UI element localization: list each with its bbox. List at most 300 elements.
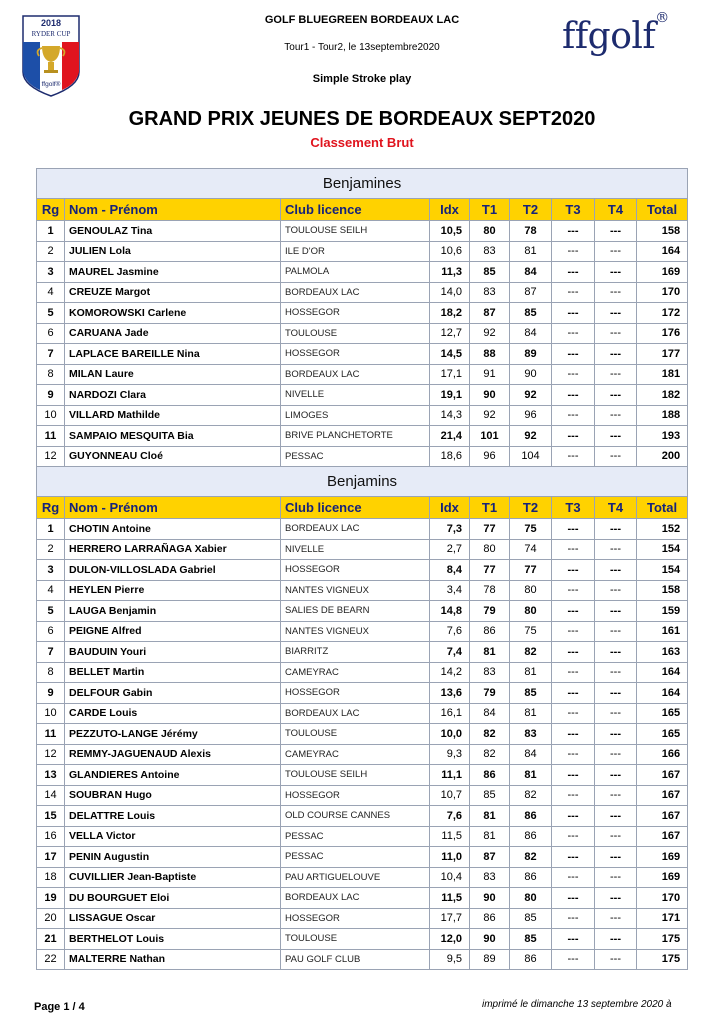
table-row — [37, 867, 688, 888]
cell-rg: 21 — [37, 929, 65, 950]
cell-t3: --- — [552, 703, 595, 724]
table-row — [37, 744, 688, 765]
cell-total: 170 — [637, 888, 688, 909]
cell-name: CARDE Louis — [65, 703, 281, 724]
cell-t3: --- — [552, 426, 595, 447]
cell-total: 167 — [637, 826, 688, 847]
cell-t2: 80 — [510, 888, 552, 909]
ffgolf-wordmark: ffgolf — [562, 16, 656, 57]
cell-t2: 74 — [510, 539, 552, 560]
cell-idx: 18,6 — [430, 446, 470, 467]
table-row — [37, 724, 688, 745]
cell-t3: --- — [552, 908, 595, 929]
cell-idx: 7,6 — [430, 806, 470, 827]
cell-club: PESSAC — [281, 446, 430, 467]
cell-total: 188 — [637, 405, 688, 426]
table-row — [37, 765, 688, 786]
cell-name: CHOTIN Antoine — [65, 519, 281, 540]
cell-t3: --- — [552, 241, 595, 262]
cell-rg: 8 — [37, 662, 65, 683]
cell-club: PESSAC — [281, 847, 430, 868]
table-row — [37, 282, 688, 303]
cell-club: PAU GOLF CLUB — [281, 949, 430, 970]
cell-t4: --- — [595, 560, 637, 581]
cell-t2: 81 — [510, 703, 552, 724]
cell-t4: --- — [595, 621, 637, 642]
cell-t2: 75 — [510, 621, 552, 642]
column-header-idx: Idx — [430, 199, 470, 221]
page-number: Page 1 / 4 — [34, 1001, 85, 1013]
cell-t1: 91 — [470, 364, 510, 385]
logo-org: ffgolf® — [41, 81, 61, 88]
cell-t3: --- — [552, 560, 595, 581]
cell-t4: --- — [595, 519, 637, 540]
cell-t4: --- — [595, 405, 637, 426]
cell-total: 165 — [637, 724, 688, 745]
cell-t3: --- — [552, 683, 595, 704]
page-subtitle: Classement Brut — [310, 135, 414, 150]
cell-rg: 5 — [37, 303, 65, 324]
table-row — [37, 446, 688, 467]
cell-t1: 81 — [470, 826, 510, 847]
cell-rg: 7 — [37, 642, 65, 663]
cell-t3: --- — [552, 539, 595, 560]
cell-t2: 80 — [510, 580, 552, 601]
cell-total: 166 — [637, 744, 688, 765]
cell-t2: 81 — [510, 765, 552, 786]
cell-t2: 85 — [510, 929, 552, 950]
cell-total: 167 — [637, 765, 688, 786]
cell-t1: 85 — [470, 262, 510, 283]
cell-rg: 4 — [37, 580, 65, 601]
column-header-club: Club licence — [281, 199, 430, 221]
cell-t2: 85 — [510, 683, 552, 704]
cell-club: LIMOGES — [281, 405, 430, 426]
cell-t2: 92 — [510, 426, 552, 447]
column-header-row — [37, 199, 688, 221]
cell-t1: 92 — [470, 323, 510, 344]
table-row — [37, 241, 688, 262]
cell-club: HOSSEGOR — [281, 344, 430, 365]
cell-t2: 75 — [510, 519, 552, 540]
cell-t3: --- — [552, 744, 595, 765]
cell-idx: 11,5 — [430, 826, 470, 847]
cell-t3: --- — [552, 888, 595, 909]
cell-club: NIVELLE — [281, 539, 430, 560]
cell-idx: 17,1 — [430, 364, 470, 385]
cell-total: 182 — [637, 385, 688, 406]
column-header-row — [37, 497, 688, 519]
cell-t2: 82 — [510, 847, 552, 868]
cell-name: HEYLEN Pierre — [65, 580, 281, 601]
cell-t2: 86 — [510, 806, 552, 827]
cell-club: HOSSEGOR — [281, 908, 430, 929]
cell-t3: --- — [552, 519, 595, 540]
cell-idx: 14,0 — [430, 282, 470, 303]
cell-t4: --- — [595, 683, 637, 704]
cell-rg: 1 — [37, 519, 65, 540]
table-row — [37, 323, 688, 344]
cell-idx: 11,1 — [430, 765, 470, 786]
cell-name: BERTHELOT Louis — [65, 929, 281, 950]
cell-name: DELATTRE Louis — [65, 806, 281, 827]
cell-name: CUVILLIER Jean-Baptiste — [65, 867, 281, 888]
cell-total: 170 — [637, 282, 688, 303]
column-header-club: Club licence — [281, 497, 430, 519]
cell-idx: 14,8 — [430, 601, 470, 622]
table-row — [37, 221, 688, 242]
cell-name: MALTERRE Nathan — [65, 949, 281, 970]
cell-club: BORDEAUX LAC — [281, 703, 430, 724]
cell-t4: --- — [595, 744, 637, 765]
logo-year: 2018 — [40, 18, 62, 28]
cell-club: BIARRITZ — [281, 642, 430, 663]
cell-rg: 9 — [37, 683, 65, 704]
table-row — [37, 908, 688, 929]
cell-name: MAUREL Jasmine — [65, 262, 281, 283]
cell-name: PENIN Augustin — [65, 847, 281, 868]
cell-rg: 17 — [37, 847, 65, 868]
cell-t1: 81 — [470, 806, 510, 827]
cell-idx: 7,6 — [430, 621, 470, 642]
cell-name: PEZZUTO-LANGE Jérémy — [65, 724, 281, 745]
cell-t1: 89 — [470, 949, 510, 970]
cell-rg: 8 — [37, 364, 65, 385]
cell-name: HERRERO LARRAÑAGA Xabier — [65, 539, 281, 560]
cell-name: PEIGNE Alfred — [65, 621, 281, 642]
cell-t2: 104 — [510, 446, 552, 467]
cell-t1: 101 — [470, 426, 510, 447]
cell-name: MILAN Laure — [65, 364, 281, 385]
cell-t4: --- — [595, 785, 637, 806]
cell-rg: 11 — [37, 724, 65, 745]
cell-idx: 7,4 — [430, 642, 470, 663]
cell-t4: --- — [595, 539, 637, 560]
cell-t3: --- — [552, 446, 595, 467]
cell-total: 193 — [637, 426, 688, 447]
cell-t3: --- — [552, 724, 595, 745]
cell-name: CARUANA Jade — [65, 323, 281, 344]
cell-t2: 85 — [510, 303, 552, 324]
cell-t4: --- — [595, 908, 637, 929]
cell-name: LAPLACE BAREILLE Nina — [65, 344, 281, 365]
cell-idx: 14,5 — [430, 344, 470, 365]
cell-total: 158 — [637, 580, 688, 601]
cell-rg: 16 — [37, 826, 65, 847]
column-header-total: Total — [637, 199, 688, 221]
column-header-total: Total — [637, 497, 688, 519]
cell-t2: 82 — [510, 785, 552, 806]
cell-t1: 92 — [470, 405, 510, 426]
cell-rg: 4 — [37, 282, 65, 303]
cell-rg: 6 — [37, 323, 65, 344]
cell-idx: 10,0 — [430, 724, 470, 745]
cell-name: REMMY-JAGUENAUD Alexis — [65, 744, 281, 765]
cell-t4: --- — [595, 703, 637, 724]
cell-total: 161 — [637, 621, 688, 642]
table-row — [37, 929, 688, 950]
table-row — [37, 806, 688, 827]
cell-rg: 18 — [37, 867, 65, 888]
cell-total: 167 — [637, 806, 688, 827]
column-header-idx: Idx — [430, 497, 470, 519]
column-header-t3: T3 — [552, 497, 595, 519]
cell-club: PAU ARTIGUELOUVE — [281, 867, 430, 888]
cell-t4: --- — [595, 806, 637, 827]
cell-t3: --- — [552, 867, 595, 888]
game-format: Simple Stroke play — [312, 73, 412, 85]
cell-idx: 12,7 — [430, 323, 470, 344]
table-row — [37, 847, 688, 868]
cell-name: SOUBRAN Hugo — [65, 785, 281, 806]
cell-club: HOSSEGOR — [281, 785, 430, 806]
cell-total: 175 — [637, 949, 688, 970]
cell-t2: 77 — [510, 560, 552, 581]
cell-t2: 78 — [510, 221, 552, 242]
cell-idx: 13,6 — [430, 683, 470, 704]
cell-t2: 86 — [510, 867, 552, 888]
cell-t2: 86 — [510, 826, 552, 847]
cell-t4: --- — [595, 303, 637, 324]
cell-rg: 5 — [37, 601, 65, 622]
cell-t2: 81 — [510, 662, 552, 683]
section-header — [37, 169, 688, 199]
cell-idx: 14,2 — [430, 662, 470, 683]
column-header-t3: T3 — [552, 199, 595, 221]
cell-t4: --- — [595, 385, 637, 406]
cell-t3: --- — [552, 262, 595, 283]
table-row — [37, 364, 688, 385]
cell-t1: 80 — [470, 539, 510, 560]
cell-t3: --- — [552, 323, 595, 344]
cell-club: BORDEAUX LAC — [281, 364, 430, 385]
column-header-t2: T2 — [510, 199, 552, 221]
cell-t1: 83 — [470, 282, 510, 303]
cell-t1: 90 — [470, 385, 510, 406]
cell-t4: --- — [595, 888, 637, 909]
cell-t4: --- — [595, 426, 637, 447]
cell-t3: --- — [552, 949, 595, 970]
cell-total: 175 — [637, 929, 688, 950]
cell-rg: 11 — [37, 426, 65, 447]
cell-rg: 6 — [37, 621, 65, 642]
cell-rg: 19 — [37, 888, 65, 909]
cell-idx: 16,1 — [430, 703, 470, 724]
cell-rg: 13 — [37, 765, 65, 786]
cell-name: BELLET Martin — [65, 662, 281, 683]
cell-t2: 84 — [510, 744, 552, 765]
cell-club: TOULOUSE SEILH — [281, 765, 430, 786]
cell-t2: 92 — [510, 385, 552, 406]
column-header-t4: T4 — [595, 497, 637, 519]
cell-total: 177 — [637, 344, 688, 365]
cell-t3: --- — [552, 282, 595, 303]
cell-t4: --- — [595, 724, 637, 745]
cell-club: PALMOLA — [281, 262, 430, 283]
cell-club: PESSAC — [281, 826, 430, 847]
cell-t1: 86 — [470, 621, 510, 642]
cell-club: SALIES DE BEARN — [281, 601, 430, 622]
cell-rg: 7 — [37, 344, 65, 365]
cell-idx: 11,0 — [430, 847, 470, 868]
cell-t3: --- — [552, 405, 595, 426]
cell-t2: 84 — [510, 323, 552, 344]
column-header-name: Nom - Prénom — [65, 199, 281, 221]
cell-t2: 84 — [510, 262, 552, 283]
cell-t4: --- — [595, 642, 637, 663]
cell-name: NARDOZI Clara — [65, 385, 281, 406]
column-header-t4: T4 — [595, 199, 637, 221]
cell-rg: 2 — [37, 241, 65, 262]
cell-name: GENOULAZ Tina — [65, 221, 281, 242]
table-row — [37, 303, 688, 324]
cell-t3: --- — [552, 303, 595, 324]
cell-idx: 11,5 — [430, 888, 470, 909]
cell-total: 154 — [637, 560, 688, 581]
cell-total: 172 — [637, 303, 688, 324]
cell-t4: --- — [595, 446, 637, 467]
cell-t1: 81 — [470, 642, 510, 663]
cell-t1: 78 — [470, 580, 510, 601]
cell-t3: --- — [552, 580, 595, 601]
cell-rg: 3 — [37, 262, 65, 283]
cell-t2: 90 — [510, 364, 552, 385]
cell-t1: 88 — [470, 344, 510, 365]
cell-t1: 82 — [470, 744, 510, 765]
cell-total: 169 — [637, 847, 688, 868]
cell-t1: 87 — [470, 847, 510, 868]
column-header-rg: Rg — [37, 497, 65, 519]
cell-t3: --- — [552, 621, 595, 642]
cell-t4: --- — [595, 867, 637, 888]
cell-total: 169 — [637, 867, 688, 888]
table-row — [37, 683, 688, 704]
table-row — [37, 785, 688, 806]
column-header-t2: T2 — [510, 497, 552, 519]
cell-t3: --- — [552, 385, 595, 406]
cell-t1: 82 — [470, 724, 510, 745]
cell-t1: 85 — [470, 785, 510, 806]
table-row — [37, 539, 688, 560]
cell-t3: --- — [552, 662, 595, 683]
cell-t4: --- — [595, 344, 637, 365]
cell-idx: 9,5 — [430, 949, 470, 970]
cell-t3: --- — [552, 765, 595, 786]
cell-t1: 83 — [470, 867, 510, 888]
cell-t3: --- — [552, 364, 595, 385]
cell-total: 181 — [637, 364, 688, 385]
cell-t4: --- — [595, 221, 637, 242]
cell-t1: 77 — [470, 560, 510, 581]
table-row — [37, 519, 688, 540]
cell-idx: 11,3 — [430, 262, 470, 283]
cell-t1: 90 — [470, 888, 510, 909]
cell-idx: 9,3 — [430, 744, 470, 765]
cell-total: 154 — [637, 539, 688, 560]
cell-rg: 15 — [37, 806, 65, 827]
table-row — [37, 344, 688, 365]
cell-club: TOULOUSE SEILH — [281, 221, 430, 242]
cell-t3: --- — [552, 785, 595, 806]
table-row — [37, 621, 688, 642]
cell-t4: --- — [595, 601, 637, 622]
cell-club: TOULOUSE — [281, 323, 430, 344]
club-name: GOLF BLUEGREEN BORDEAUX LAC — [264, 14, 460, 26]
cell-t4: --- — [595, 282, 637, 303]
cell-club: NIVELLE — [281, 385, 430, 406]
cell-t2: 82 — [510, 642, 552, 663]
cell-t1: 79 — [470, 601, 510, 622]
cell-idx: 8,4 — [430, 560, 470, 581]
cell-idx: 3,4 — [430, 580, 470, 601]
cell-club: BORDEAUX LAC — [281, 519, 430, 540]
cell-t4: --- — [595, 949, 637, 970]
section-title: Benjamines — [37, 169, 688, 199]
cell-total: 169 — [637, 262, 688, 283]
section-title: Benjamins — [37, 467, 688, 497]
cell-t3: --- — [552, 642, 595, 663]
cell-total: 176 — [637, 323, 688, 344]
table-row — [37, 580, 688, 601]
cell-total: 171 — [637, 908, 688, 929]
cell-idx: 10,5 — [430, 221, 470, 242]
cell-club: HOSSEGOR — [281, 303, 430, 324]
cell-total: 167 — [637, 785, 688, 806]
table-row — [37, 262, 688, 283]
cell-club: TOULOUSE — [281, 724, 430, 745]
cell-t1: 90 — [470, 929, 510, 950]
cell-club: HOSSEGOR — [281, 560, 430, 581]
cell-t4: --- — [595, 323, 637, 344]
cell-t2: 80 — [510, 601, 552, 622]
cell-rg: 20 — [37, 908, 65, 929]
cell-t3: --- — [552, 221, 595, 242]
cell-total: 164 — [637, 241, 688, 262]
column-header-t1: T1 — [470, 199, 510, 221]
cell-t1: 80 — [470, 221, 510, 242]
cell-t3: --- — [552, 826, 595, 847]
cell-t1: 96 — [470, 446, 510, 467]
table-row — [37, 703, 688, 724]
results-table — [36, 168, 688, 970]
cell-rg: 9 — [37, 385, 65, 406]
cell-name: VELLA Victor — [65, 826, 281, 847]
cell-name: LAUGA Benjamin — [65, 601, 281, 622]
section-header — [37, 467, 688, 497]
cell-club: ILE D'OR — [281, 241, 430, 262]
cell-name: DELFOUR Gabin — [65, 683, 281, 704]
cell-t1: 86 — [470, 765, 510, 786]
cell-t1: 83 — [470, 241, 510, 262]
table-row — [37, 949, 688, 970]
cell-name: BAUDUIN Youri — [65, 642, 281, 663]
cell-rg: 22 — [37, 949, 65, 970]
cell-t4: --- — [595, 364, 637, 385]
table-row — [37, 560, 688, 581]
cell-t4: --- — [595, 847, 637, 868]
cell-total: 163 — [637, 642, 688, 663]
cell-t3: --- — [552, 847, 595, 868]
table-row — [37, 426, 688, 447]
cell-idx: 19,1 — [430, 385, 470, 406]
cell-club: OLD COURSE CANNES — [281, 806, 430, 827]
print-date: imprimé le dimanche 13 septembre 2020 à — [482, 999, 672, 1010]
table-row — [37, 405, 688, 426]
cell-t2: 89 — [510, 344, 552, 365]
cell-t1: 79 — [470, 683, 510, 704]
column-header-name: Nom - Prénom — [65, 497, 281, 519]
cell-idx: 10,7 — [430, 785, 470, 806]
